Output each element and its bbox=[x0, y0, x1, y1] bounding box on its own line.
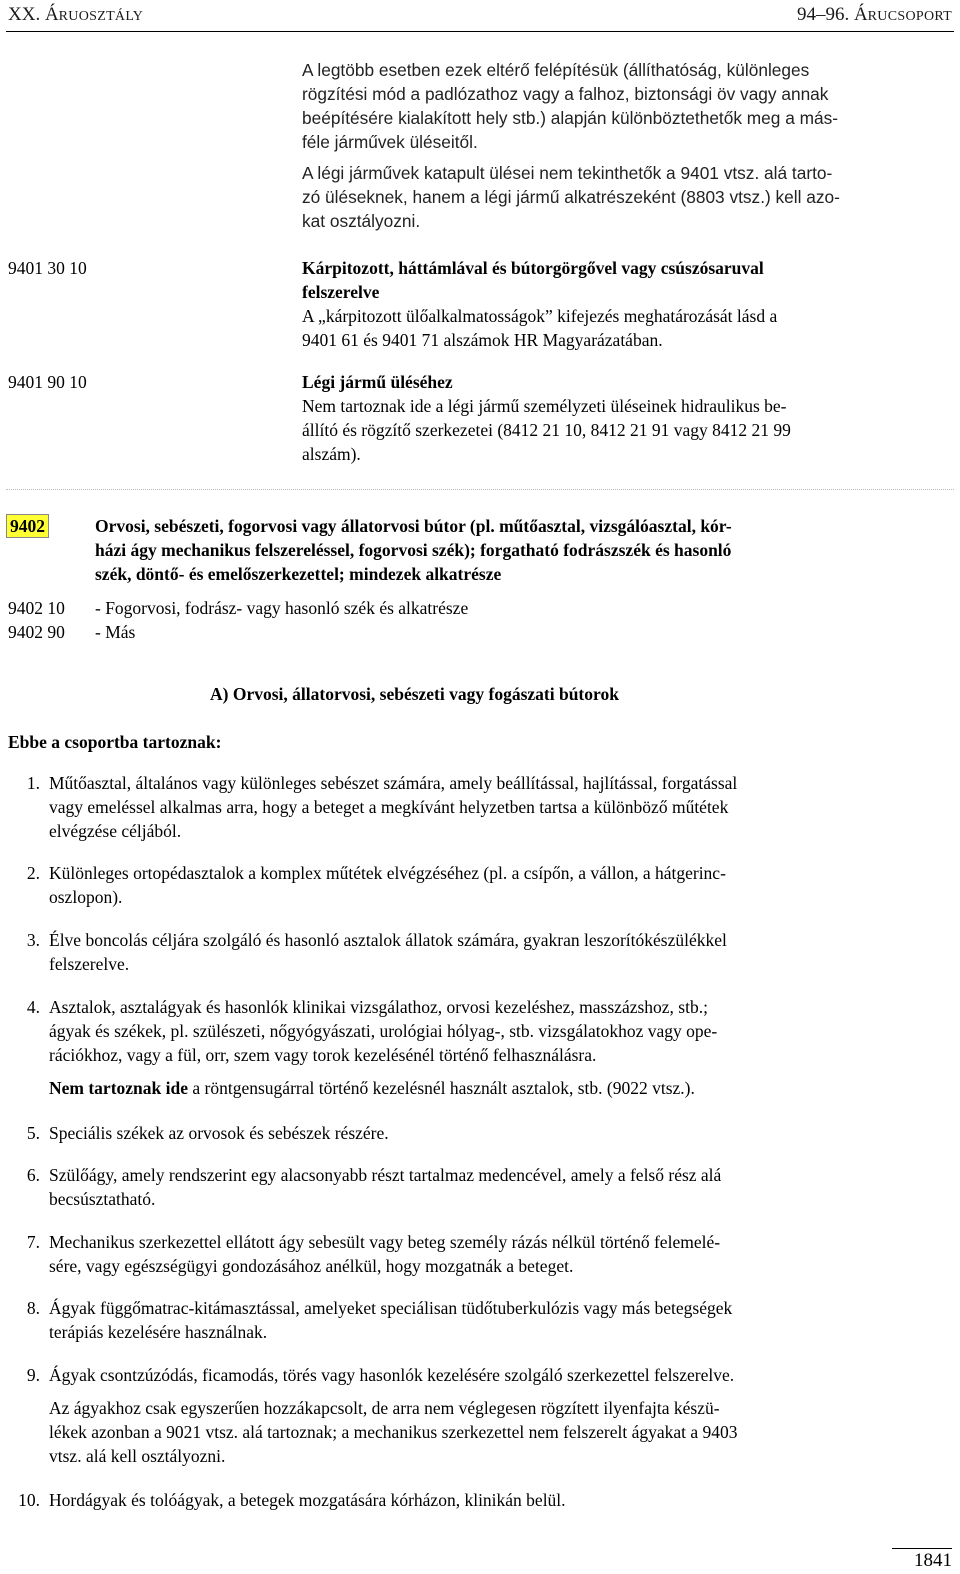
list-item-note: Nem tartoznak ide a röntgensugárral történő kezelésnél használt asztalok, stb. (9022 vtsz.). bbox=[49, 1078, 695, 1098]
list-item: Ágyak csontzúzódás, ficamodás, törés vagy hasonlók kezelésére szolgáló szerkezettel felszerelve. bbox=[49, 1365, 735, 1385]
list-item: Speciális székek az orvosok és sebészek részére. bbox=[49, 1123, 389, 1143]
section-divider bbox=[6, 489, 954, 490]
subheading-code: 9402 90 bbox=[8, 622, 65, 642]
list-item-number: 3. bbox=[26, 930, 40, 950]
list-item: Ágyak függőmatrac-kitámasztással, amelyeket speciálisan tüdőtuberkulózis vagy más betegségek terápiás kezelésére használnak. bbox=[49, 1298, 733, 1342]
subheading-description: - Más bbox=[95, 622, 136, 642]
header-rule bbox=[6, 31, 954, 32]
list-item-number: 1. bbox=[26, 773, 40, 793]
subheading-code: 9401 90 10 bbox=[8, 372, 87, 392]
list-item: Szülőágy, amely rendszerint egy alacsonyabb részt tartalmaz medencével, amely a felső rész alá becsúsztatható. bbox=[49, 1165, 722, 1209]
list-item-number: 10. bbox=[18, 1490, 40, 1510]
list-item-number: 9. bbox=[26, 1365, 40, 1385]
subheading-entry: Légi jármű üléséhez Nem tartoznak ide a légi jármű személyzeti üléseinek hidraulikus be- állító és rögzítő szerkezetei (8412 21 10, 8412 21 91 vagy 8412 21 99 alszám). bbox=[302, 372, 791, 464]
subheading-code: 9402 10 bbox=[8, 598, 65, 618]
subheading-code: 9401 30 10 bbox=[8, 258, 87, 278]
list-item: Műtőasztal, általános vagy különleges sebészet számára, amely beállítással, hajlítással, forgatással vagy emeléssel alkalmas arra, hogy a beteget a megkívánt helyzetben tartsa a különböző műtétek elvégzése céljából. bbox=[49, 773, 738, 841]
list-item-number: 2. bbox=[26, 863, 40, 883]
list-item-number: 7. bbox=[26, 1232, 40, 1252]
includes-label: Ebbe a csoportba tartoznak: bbox=[8, 732, 222, 752]
section-title: A) Orvosi, állatorvosi, sebészeti vagy fogászati bútorok bbox=[210, 684, 619, 704]
list-item-number: 8. bbox=[26, 1298, 40, 1318]
list-item: Hordágyak és tolóágyak, a betegek mozgatására kórházon, klinikán belül. bbox=[49, 1490, 566, 1510]
running-header-chapter: XX. ÁRUOSZTÁLY bbox=[8, 4, 144, 25]
page-number: 1841 bbox=[914, 1550, 952, 1571]
list-item-number: 5. bbox=[26, 1123, 40, 1143]
heading-code-badge: 9402 bbox=[6, 514, 49, 538]
list-item: Asztalok, asztalágyak és hasonlók klinikai vizsgálathoz, orvosi kezeléshez, masszázshoz, stb.; ágyak és székek, pl. szülészeti, nőgyógyászati, urológiai hólyag-, stb. vizsgálatokhoz vagy ope- rációkhoz, vagy a fül, orr, szem vagy torok kezelésénél történő felhasználásra. bbox=[49, 997, 718, 1065]
list-item: Élve boncolás céljára szolgáló és hasonló asztalok állatok számára, gyakran leszorítókészülékkel felszerelve. bbox=[49, 930, 727, 974]
subheading-description: - Fogorvosi, fodrász- vagy hasonló szék és alkatrésze bbox=[95, 598, 469, 618]
intro-paragraph-2: A légi járművek katapult ülései nem tekinthetők a 9401 vtsz. alá tarto- zó üléseknek, hanem a légi jármű alkatrészeként (8803 vtsz.) kell azo- kat osztályozni. bbox=[302, 163, 840, 231]
intro-paragraph-1: A legtöbb esetben ezek eltérő felépítésük (állíthatóság, különleges rögzítési mód a padlózathoz vagy a falhoz, biztonsági öv vagy annak beépítésére kialakított hely stb.) alapján különböztethetők meg a más- féle járművek üléseitől. bbox=[302, 60, 839, 152]
list-item: Különleges ortopédasztalok a komplex műtétek elvégzéséhez (pl. a csípőn, a vállon, a hátgerinc- oszlopon). bbox=[49, 863, 726, 907]
subheading-entry: Kárpitozott, háttámlával és bútorgörgővel vagy csúszósaruval felszerelve A „kárpitozott ülőalkalmatosságok” kifejezés meghatározását lásd a 9401 61 és 9401 71 alszámok HR Magyarázatában. bbox=[302, 258, 778, 350]
running-header-group: 94–96. ÁRUCSOPORT bbox=[796, 4, 952, 25]
list-item-number: 6. bbox=[26, 1165, 40, 1185]
list-item-number: 4. bbox=[26, 997, 40, 1017]
heading-description: Orvosi, sebészeti, fogorvosi vagy állatorvosi bútor (pl. műtőasztal, vizsgálóasztal, kór- házi ágy mechanikus felszereléssel, fogorvosi szék); forgatható fodrászszék és hasonló szék, döntő- és emelőszerkezettel; mindezek alkatrésze bbox=[95, 516, 732, 584]
list-item: Mechanikus szerkezettel ellátott ágy sebesült vagy beteg személy rázás nélkül történő felemelé- sére, vagy egészségügyi gondozásához anélkül, hogy mozgatnák a beteget. bbox=[49, 1232, 721, 1276]
list-item-note: Az ágyakhoz csak egyszerűen hozzákapcsolt, de arra nem véglegesen rögzített ilyenfajta készü- lékek azonban a 9021 vtsz. alá tartoznak; a mechanikus szerkezettel nem felszerelt ágyakat a 9403 vtsz. alá kell osztályozni. bbox=[49, 1398, 738, 1466]
